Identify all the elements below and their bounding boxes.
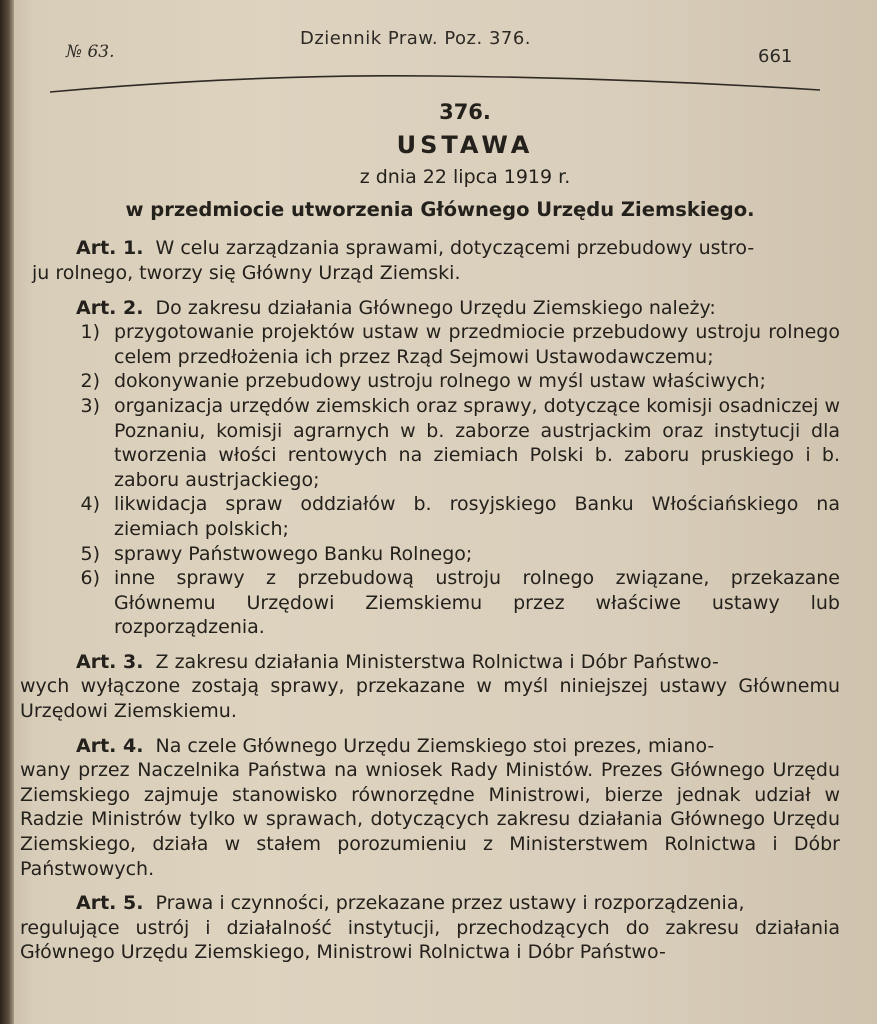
document-title: USTAWA (396, 130, 534, 159)
article-label: Art. 5. (76, 892, 144, 915)
article-text: W celu zarządzania sprawami, dotyczącemi przebudowy ustro- (155, 237, 755, 260)
document-body (20, 96, 840, 975)
item-text: organizacja urzędów ziemskich oraz sprawy, dotyczące komisji osadniczej w Poznaniu, komisji agrarnych w b. zaborze austrjackim oraz instytucji dla tworzenia włości rentowych na ziemiach Polski b. zaboru pruskiego i b. zaboru austrjackiego; (114, 394, 840, 491)
item-text: inne sprawy z przebudową ustroju rolnego związane, przekazane Głównemu Urzędowi Ziemskiemu przez właściwe ustawy lub rozporządzenia. (114, 567, 840, 639)
item-text: dokonywanie przebudowy ustroju rolnego w myśl ustaw właściwych; (114, 370, 766, 393)
article-text: regulujące ustrój i działalność instytucji, przechodzących do zakresu działania Głównego Urzędu Ziemskiego, Ministrowi Rolnictwa i Dóbr Państwo- (20, 916, 840, 964)
running-header: Dziennik Praw. Poz. 376. (300, 28, 532, 49)
list-item (20, 492, 840, 541)
item-number: 1) (80, 321, 100, 344)
article-4 (20, 734, 840, 882)
article-text: ju rolnego, tworzy się Główny Urząd Ziemski. (32, 261, 461, 284)
list-item (20, 320, 840, 369)
article-text: wych wyłączone zostają sprawy, przekazane w myśl niniejszej ustawy Głównemu Urzędowi Ziemskiemu. (20, 675, 840, 723)
item-number: 4) (80, 493, 100, 516)
list-item (20, 394, 840, 492)
position-number: 376. (439, 100, 491, 124)
article-text: Do zakresu działania Głównego Urzędu Ziemskiego należy: (155, 296, 716, 319)
list-item (20, 369, 840, 394)
article-5 (20, 891, 840, 965)
item-number: 6) (80, 567, 100, 590)
document-date: z dnia 22 lipca 1919 r. (359, 166, 571, 189)
list-item (20, 566, 840, 640)
article-2 (20, 296, 840, 640)
article-text: Prawa i czynności, przekazane przez ustawy i rozporządzenia, (155, 892, 745, 915)
item-number: 5) (80, 542, 100, 565)
list-item (20, 542, 840, 567)
header-rule (50, 72, 820, 96)
item-text: likwidacja spraw oddziałów b. rosyjskiego Banku Włościańskiego na ziemiach polskich; (114, 493, 840, 540)
item-number: 2) (80, 370, 100, 393)
article-label: Art. 3. (76, 650, 144, 673)
article-text: Z zakresu działania Ministerstwa Rolnictwa i Dóbr Państwo- (155, 650, 719, 673)
item-text: przygotowanie projektów ustaw w przedmiocie przebudowy ustroju rolnego celem przedłożenia ich przez Rząd Sejmowi Ustawodawczemu; (114, 321, 840, 368)
article-text: wany przez Naczelnika Państwa na wniosek Rady Ministów. Prezes Głównego Urzędu Ziemskiego zajmuje stanowisko równorzędne Ministrowi, bierze jednak udział w Radzie Ministrów tylko w sprawach, dotyczących zakresu działania Głównego Urzędu Ziemskiego, działa w stałem porozumieniu z Ministerstwem Rolnictwa i Dóbr Państwowych. (20, 759, 840, 880)
article-label: Art. 2. (76, 296, 144, 319)
book-binding (0, 0, 14, 1024)
item-number: 3) (80, 394, 100, 417)
item-text: sprawy Państwowego Banku Rolnego; (114, 542, 473, 565)
article-label: Art. 4. (76, 734, 144, 757)
page-number: 661 (758, 46, 793, 67)
article-3 (20, 650, 840, 724)
document-subject: w przedmiocie utworzenia Głównego Urzędu Ziemskiego. (125, 197, 755, 221)
article-1 (20, 236, 840, 285)
issue-number: № 63. (66, 42, 115, 62)
article-label: Art. 1. (76, 237, 144, 260)
article-text: Na czele Głównego Urzędu Ziemskiego stoi prezes, miano- (155, 734, 715, 757)
